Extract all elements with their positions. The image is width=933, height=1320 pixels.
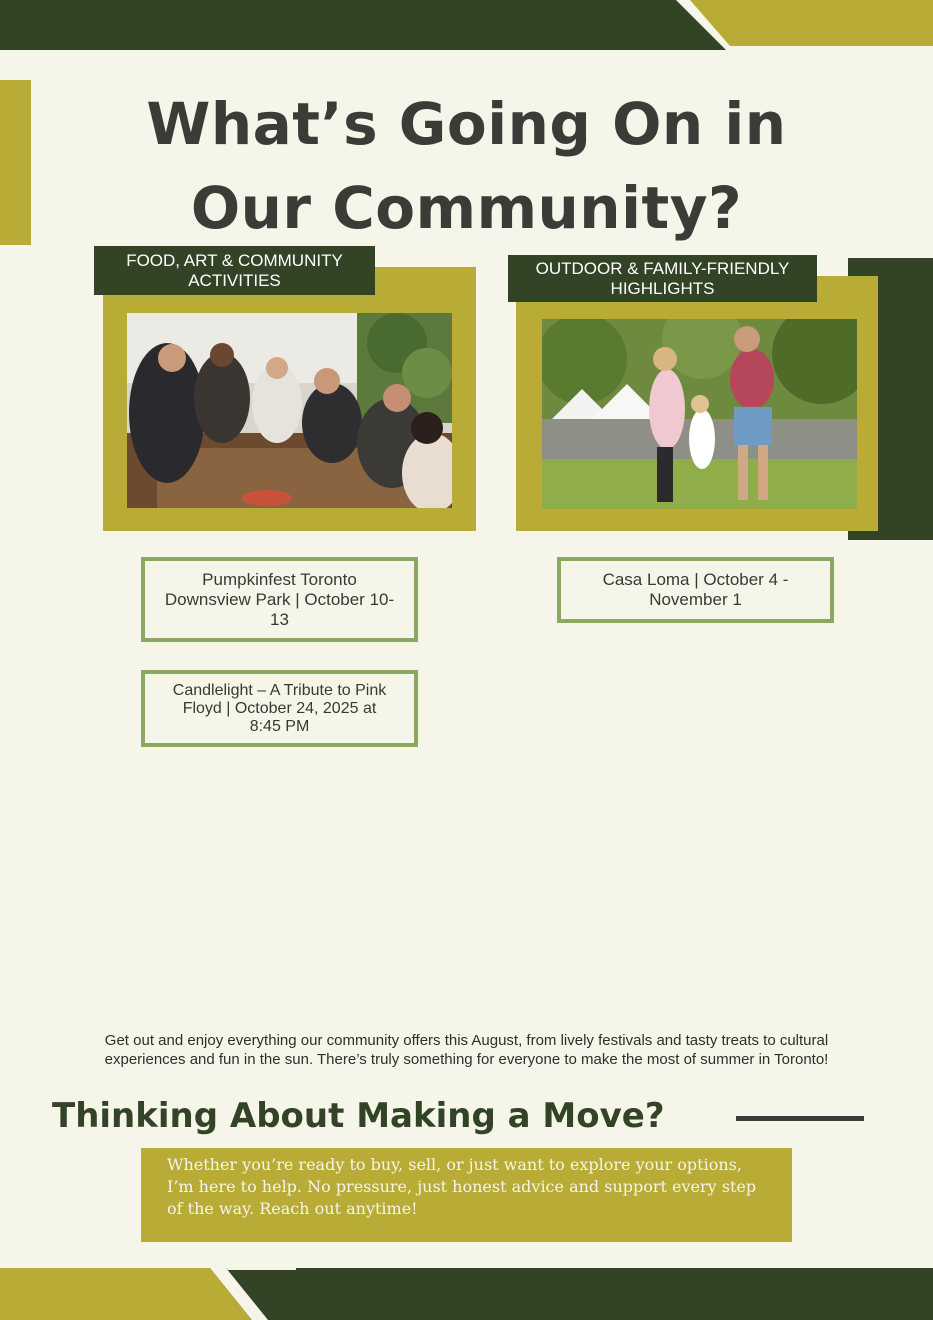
event-pumpkinfest-line-1: Pumpkinfest Toronto <box>202 569 357 589</box>
section-label-outdoor-line-1: OUTDOOR & FAMILY-FRIENDLY <box>535 258 790 278</box>
photo-people-toasting <box>127 313 452 508</box>
top-decorative-band <box>0 0 933 50</box>
photo-family-festival <box>542 319 857 509</box>
heading-rule <box>736 1116 864 1121</box>
event-candlelight <box>141 670 418 747</box>
title-line-1: What’s Going On in <box>146 90 787 158</box>
event-pumpkinfest-line-3: 13 <box>270 609 289 629</box>
cta-box <box>141 1148 792 1242</box>
cta-heading: Thinking About Making a Move? <box>52 1096 665 1136</box>
event-candlelight-line-3: 8:45 PM <box>249 717 310 735</box>
event-pumpkinfest <box>141 557 418 642</box>
event-casa-loma <box>557 557 834 623</box>
title-line-2: Our Community? <box>190 174 743 242</box>
bottom-decorative-band <box>0 1268 933 1320</box>
event-casa-loma-line-2: November 1 <box>649 590 742 609</box>
event-pumpkinfest-line-2: Downsview Park | October 10- <box>164 589 395 609</box>
cta-body-text: Whether you’re ready to buy, sell, or just want to explore your options, I’m here to help. No pressure, just honest advice and support every step of the way. Reach out anytime! <box>167 1155 757 1218</box>
section-label-food-line-2: ACTIVITIES <box>188 270 281 290</box>
event-casa-loma-line-1: Casa Loma | October 4 - <box>602 570 789 589</box>
section-label-food-line-1: FOOD, ART & COMMUNITY <box>126 250 343 270</box>
intro-paragraph: Get out and enjoy everything our community offers this August, from lively festivals and tasty treats to cultural experiences and fun in the sun. There’s truly something for everyone to make the most of summer in Toronto! <box>104 1032 829 1068</box>
section-label-food-art <box>94 246 375 295</box>
section-label-outdoor-line-2: HIGHLIGHTS <box>610 278 715 298</box>
event-candlelight-line-1: Candlelight – A Tribute to Pink <box>172 681 387 699</box>
section-label-outdoor <box>508 255 817 302</box>
page-title <box>0 82 933 250</box>
event-candlelight-line-2: Floyd | October 24, 2025 at <box>182 699 377 717</box>
